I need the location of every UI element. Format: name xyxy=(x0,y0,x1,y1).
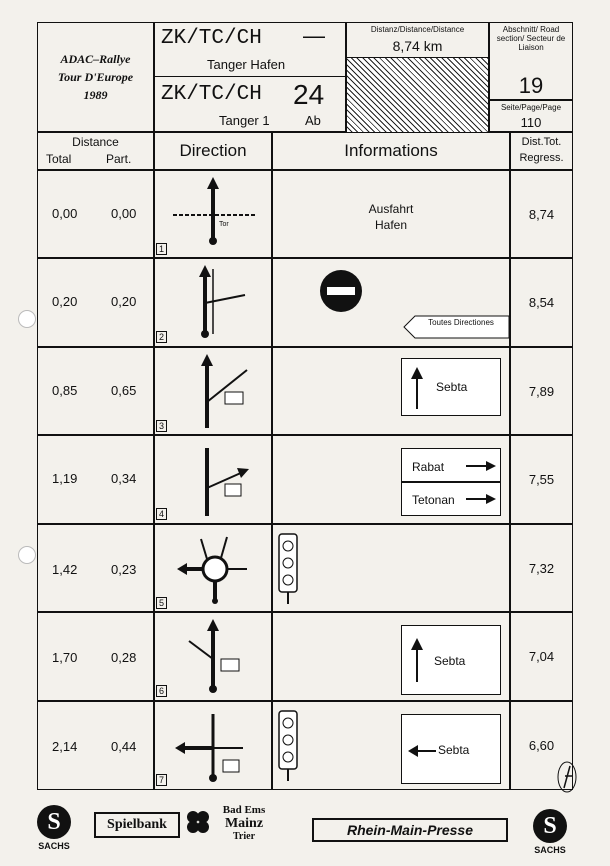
partial-distance: 0,28 xyxy=(111,650,137,665)
handwritten-initials-signature xyxy=(555,760,579,794)
stage-end-code: ZK/TC/CH xyxy=(161,83,262,106)
section-label: Abschnitt/ Road section/ Secteur de Liaison xyxy=(496,25,566,52)
event-name-line2: Tour D'Europe xyxy=(57,70,134,84)
distance-cell xyxy=(37,701,154,790)
direction-cell xyxy=(154,347,272,435)
sign-text: Rabat xyxy=(412,460,445,474)
row-index: 6 xyxy=(156,685,167,697)
punch-hole-bottom xyxy=(18,546,36,564)
stage-end-suffix: Ab xyxy=(305,113,321,128)
sign-text: Sebta xyxy=(436,380,468,394)
row-index: 3 xyxy=(156,420,167,432)
event-name-line1: ADAC–Rallye xyxy=(60,52,131,66)
info-text: Ausfahrt Hafen xyxy=(368,202,414,232)
info-cell xyxy=(272,701,510,790)
distance-box xyxy=(346,22,489,132)
distance-cell xyxy=(37,347,154,435)
partial-distance: 0,65 xyxy=(111,383,137,398)
tulip-diagram xyxy=(155,613,271,700)
partial-distance: 0,44 xyxy=(111,739,137,754)
informations-header: Informations xyxy=(272,132,510,170)
regress-distance: 7,32 xyxy=(510,524,573,612)
regress-distance: 8,54 xyxy=(510,258,573,347)
direction-sign xyxy=(401,358,501,416)
distance-value: 8,74 km xyxy=(392,38,443,54)
sachs-emblem-icon: S xyxy=(37,805,71,839)
total-distance: 2,14 xyxy=(52,739,78,754)
roundabout-diagram xyxy=(155,525,271,611)
traffic-light-icon xyxy=(277,710,299,782)
regress-distance: 8,74 xyxy=(510,170,573,258)
page-box xyxy=(489,100,573,132)
no-entry-sign-icon xyxy=(319,269,363,313)
sachs-label-left: SACHS xyxy=(38,841,70,851)
event-title-box xyxy=(37,22,154,132)
direction-cell xyxy=(154,524,272,612)
arrow-up-icon xyxy=(410,367,424,409)
arrow-up-icon xyxy=(410,638,424,682)
regress-distance: 6,60 xyxy=(510,701,573,790)
regress-distance: 7,55 xyxy=(510,435,573,524)
total-distance: 1,70 xyxy=(52,650,78,665)
distance-col-label: Distance xyxy=(72,135,119,149)
sachs-logo-left xyxy=(34,800,74,856)
total-distance: 0,20 xyxy=(52,294,78,309)
sachs-logo-right xyxy=(530,804,570,860)
casino-cities xyxy=(214,804,274,843)
spielbank-logo: Spielbank xyxy=(94,812,180,838)
partial-distance: 0,23 xyxy=(111,562,137,577)
arrow-right-icon xyxy=(466,461,496,471)
hatched-area xyxy=(347,57,488,132)
info-text: Toutes Directiones xyxy=(428,318,494,327)
city-bad-ems: Bad Ems xyxy=(222,804,266,816)
stage-end-place: Tanger 1 xyxy=(219,113,270,128)
partial-distance: 0,00 xyxy=(111,206,137,221)
clover-icon xyxy=(184,808,212,836)
regress-header xyxy=(510,132,573,170)
regress-distance: 7,04 xyxy=(510,612,573,701)
event-year: 1989 xyxy=(83,88,108,102)
direction-sign xyxy=(401,714,501,784)
stage-start-dash: — xyxy=(303,23,325,48)
sign-text: Sebta xyxy=(438,743,470,757)
gate-label: Tor xyxy=(219,221,229,228)
direction-sign xyxy=(401,625,501,695)
info-cell xyxy=(272,170,510,258)
regress-distance: 7,89 xyxy=(510,347,573,435)
sachs-emblem-icon: S xyxy=(533,809,567,843)
distance-cell xyxy=(37,258,154,347)
info-cell xyxy=(272,347,510,435)
tulip-diagram xyxy=(155,702,271,789)
total-distance: 0,85 xyxy=(52,383,78,398)
arrow-right-icon xyxy=(466,494,496,504)
row-index: 4 xyxy=(156,508,167,520)
row-index: 2 xyxy=(156,331,167,343)
stage-start-place: Tanger Hafen xyxy=(207,57,286,72)
total-distance: 1,19 xyxy=(52,471,78,486)
traffic-light-icon xyxy=(277,533,299,605)
city-trier: Trier xyxy=(232,831,256,842)
city-mainz: Mainz xyxy=(224,816,264,831)
total-col-label: Total xyxy=(46,152,72,166)
tulip-diagram xyxy=(155,348,271,434)
regress-label: Regress. xyxy=(519,152,564,164)
info-cell xyxy=(272,435,510,524)
sign-text: Tetonan xyxy=(412,493,455,507)
direction-sign xyxy=(401,482,501,516)
total-distance: 0,00 xyxy=(52,206,78,221)
distance-label: Distanz/Distance/Distance xyxy=(370,25,465,34)
direction-cell xyxy=(154,170,272,258)
stage-end-number: 24 xyxy=(293,79,325,110)
section-box xyxy=(489,22,573,100)
distance-cell xyxy=(37,170,154,258)
section-number: 19 xyxy=(518,73,544,98)
direction-cell xyxy=(154,612,272,701)
sachs-label-right: SACHS xyxy=(534,845,566,855)
distance-header xyxy=(37,132,154,170)
row-index: 5 xyxy=(156,597,167,609)
partial-distance: 0,34 xyxy=(111,471,137,486)
page-number: 110 xyxy=(520,115,542,130)
distance-cell xyxy=(37,612,154,701)
direction-header: Direction xyxy=(154,132,272,170)
arrow-left-icon xyxy=(408,745,436,757)
info-cell xyxy=(272,258,510,347)
punch-hole-top xyxy=(18,310,36,328)
tulip-diagram xyxy=(155,259,271,346)
direction-cell xyxy=(154,435,272,524)
stage-start-box xyxy=(154,22,346,77)
tulip-diagram xyxy=(155,171,271,257)
stage-end-box xyxy=(154,76,346,132)
info-cell xyxy=(272,524,510,612)
total-distance: 1,42 xyxy=(52,562,78,577)
sign-text: Sebta xyxy=(434,654,466,668)
direction-sign xyxy=(401,448,501,482)
dist-tot-label: Dist.Tot. xyxy=(521,136,562,148)
row-index: 1 xyxy=(156,243,167,255)
tulip-diagram xyxy=(155,436,271,523)
distance-cell xyxy=(37,524,154,612)
direction-cell xyxy=(154,701,272,790)
row-index: 7 xyxy=(156,774,167,786)
page-label: Seite/Page/Page xyxy=(500,103,562,112)
partial-col-label: Part. xyxy=(106,152,132,166)
partial-distance: 0,20 xyxy=(111,294,137,309)
info-cell xyxy=(272,612,510,701)
direction-cell xyxy=(154,258,272,347)
rhein-main-presse-logo: Rhein-Main-Presse xyxy=(312,818,508,842)
stage-start-code: ZK/TC/CH xyxy=(161,27,262,50)
distance-cell xyxy=(37,435,154,524)
